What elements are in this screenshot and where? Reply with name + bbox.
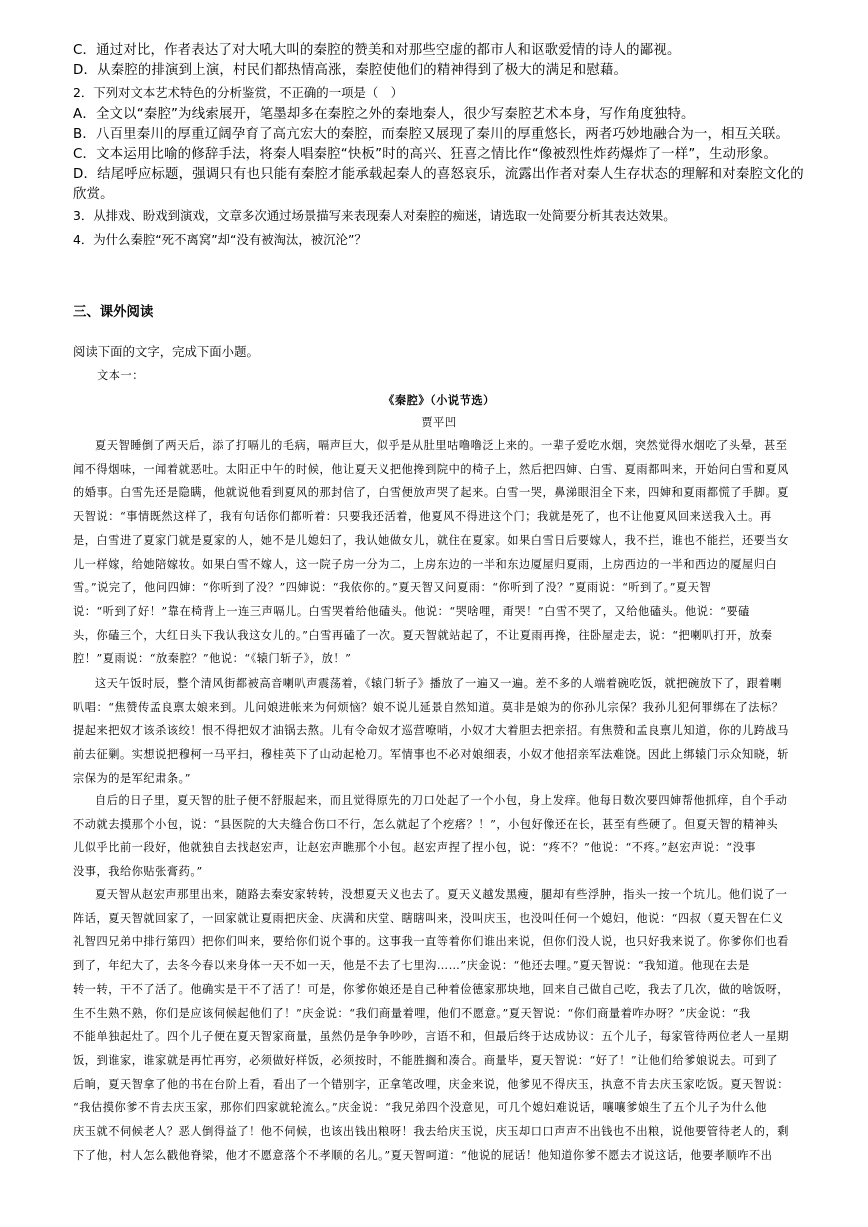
passage-line: “我估摸你爹不肯去庆玉家，那你们四家就轮流么。”庆金说：“我兄弟四个没意见，可几个媳妇难说话，嚷嚷爹娘生了五个儿子为什么他 <box>73 1101 767 1115</box>
passage-line: 不动就去摸那个小包，说：“县医院的大夫缝合伤口不行，怎么就起了个疙瘩？！”，小包好像还在长，甚至有些硬了。但夏天智的精神头 <box>73 817 779 831</box>
passage-line: 不能单独起灶了。四个儿子便在夏天智家商量，虽然仍是争争吵吵，言语不和，但最后终于达成协议：五个儿子，每家管待两位老人一星期 <box>73 1030 789 1044</box>
passage-line: 前去征剿。实想说把穆柯一马平扫，穆桂英下了山动起枪刀。军情事也不必对娘细表，小奴才他招亲军法难饶。因此上绑辕门示众知晓，斩 <box>73 748 789 762</box>
passage-line: 提起来把奴才该杀该绞！恨不得把奴才油锅去熬。儿有令命奴才巡营嘹哨，小奴才大着胆去把亲招。有焦赞和孟良禀儿知道，你的儿跨战马 <box>73 724 789 738</box>
passage-line: 是，白雪进了夏家门就是夏家的人，她不是儿媳妇了，我认她做女儿，就住在夏家。如果白雪日后要嫁人，我不拦，谁也不能拦，还要当女 <box>73 533 789 547</box>
question-4-stem: 4．为什么秦腔“死不离窝”却“没有被淘汰，被沉沦”？ <box>73 232 367 247</box>
question-3-stem: 3．从排戏、盼戏到演戏，文章多次通过场景描写来表现秦人对秦腔的痴迷，请选取一处简要分析其表达效果。 <box>73 208 676 223</box>
question-2-option-a: A．全文以“秦腔”为线索展开，笔墨却多在秦腔之外的秦地秦人，很少写秦腔艺术本身，写作角度独特。 <box>73 107 695 122</box>
passage-title: 《秦腔》（小说节选） <box>383 393 495 407</box>
passage-line: 到了，年纪大了，去冬今春以来身体一天不如一天，他是不去了七里沟……”庆金说：“他还去哩。”夏天智说：“我知道。他现在去是 <box>73 959 750 973</box>
question-1-option-c: C．通过对比，作者表达了对大吼大叫的秦腔的赞美和对那些空虚的都市人和讴歌爱情的诗人的鄙视。 <box>73 43 681 58</box>
passage-line: 头，你磕三个，大红日头下我认我这女儿的。”白雪再磕了一次。夏天智就站起了，不让夏雨再搀，往卧屋走去，说：“把喇叭打开，放秦 <box>73 628 773 642</box>
passage-line: 夏天智睡倒了两天后，添了打嗝儿的毛病，嗝声巨大，似乎是从肚里咕噜噜泛上来的。一辈子爱吃水烟，突然觉得水烟吃了头晕，甚至 <box>95 439 788 452</box>
passage-line: 天智说：“事情既然这样了，我有句话你们都听着：只要我还活着，他夏风不得进这个门；我就是死了，也不让他夏风回来送我入土。再 <box>73 510 772 524</box>
passage-line: 这天午饭时辰，整个清风街都被高音喇叭声震荡着，《辕门斩子》播放了一遍又一遍。差不多的人端着碗吃饭，就把碗放下了，跟着喇 <box>95 677 782 690</box>
passage-line: 后晌，夏天智拿了他的书在台阶上看，看出了一个错别字，正拿笔改哩，庆金来说，他爹见不得庆玉，执意不肯去庆玉家吃饭。夏天智说： <box>73 1077 789 1091</box>
passage-line: 夏天智从赵宏声那里出来，随路去秦安家转转，没想夏天义也去了。夏天义越发黑瘦，腿却有些浮肿，指头一按一个坑儿。他们说了一 <box>95 888 788 901</box>
passage-line: 下了他，村人怎么戳他脊梁，他才不愿意落个不孝顺的名儿。”夏天智呵道：“他说的屁话！他知道你爹不愿去才说这话，他要孝顺咋不出 <box>73 1148 773 1162</box>
passage-line: 阵话，夏天智就回家了，一回家就让夏雨把庆金、庆满和庆堂、瞎瞎叫来，没叫庆玉，也没叫任何一个媳妇，他说：“四叔（夏天智在仁义 <box>73 911 784 925</box>
passage-line: 雪。”说完了，他问四婶：“你听到了没？”四婶说：“我依你的。”夏天智又问夏雨：“你听到了没？”夏雨说：“听到了。”夏天智 <box>73 581 712 595</box>
passage-line: 说：“听到了好！”靠在椅背上一连三声嗝儿。白雪哭着给他磕头。他说：“哭啥哩，甭哭！”白雪不哭了，又给他磕头。他说：“要磕 <box>73 604 750 618</box>
passage-line: 自后的日子里，夏天智的肚子便不舒服起来，而且觉得原先的刀口处起了一个小包，身上发痒。他每日数次要四婶帮他抓痒，自个手动 <box>95 794 788 807</box>
section-heading: 三、课外阅读 <box>73 305 154 320</box>
section-instructions: 阅读下面的文字，完成下面小题。 <box>73 344 259 359</box>
passage-line: 转一转，干不了活了。他确实是干不了活了！可是，你爹你娘还是自己种着俭德家那块地，回来自己做自己吃，我去了几次，做的啥饭呀， <box>73 982 789 996</box>
passage-line: 饭，到谁家，谁家就是再忙再穷，必须做好样饭，必须按时，不能胜搁和凑合。商量毕，夏天智说：“好了！”让他们给爹娘说去。可到了 <box>73 1053 779 1067</box>
question-2-option-d-line1: D．结尾呼应标题，强调只有也只能有秦腔才能承载起秦人的喜怒哀乐，流露出作者对秦人生存状态的理解和对秦腔文化的 <box>73 167 804 182</box>
passage-line: 没事，我给你贴张膏药。” <box>73 865 203 879</box>
text-label: 文本一： <box>97 369 144 382</box>
passage-line: 的婚事。白雪先还是隐瞒，他就说他看到夏风的那封信了，白雪便放声哭了起来。白雪一哭，鼻涕眼泪全下来，四婶和夏雨都慌了手脚。夏 <box>73 486 789 500</box>
passage-line: 腔！”夏雨说：“放秦腔？”他说：“《辕门斩子》，放！” <box>73 652 352 666</box>
passage-line: 闻不得烟味，一闻着就恶吐。太阳正中午的时候，他让夏天义把他搀到院中的椅子上，然后把四婶、白雪、夏雨都叫来，开始问白雪和夏风 <box>73 462 789 476</box>
passage-line: 庆玉就不伺候老人？恶人倒得益了！他不伺候，也该出钱出粮呀！我去给庆玉说，庆玉却口口声声不出钱也不出粮，说他要管待老人的，剩 <box>73 1125 789 1138</box>
question-2-option-d-line2: 欣赏。 <box>73 187 114 202</box>
passage-line: 儿似乎比前一段好，他就独自去找赵宏声，让赵宏声瞧那个小包。赵宏声捏了捏小包，说：“疼不？”他说：“不疼。”赵宏声说：“没事 <box>73 841 757 855</box>
question-2-option-b: B．八百里秦川的厚重辽阔孕育了高亢宏大的秦腔，而秦腔又展现了秦川的厚重悠长，两者巧妙地融合为一，相互关联。 <box>73 127 790 142</box>
passage-author: 贾平凹 <box>421 416 457 429</box>
question-2-option-c: C．文本运用比喻的修辞手法，将秦人唱秦腔“快板”时的高兴、狂喜之情比作“像被烈性炸药爆炸了一样”，生动形象。 <box>73 147 778 162</box>
question-2-stem: 2．下列对文本艺术特色的分析鉴赏，不正确的一项是（ ） <box>73 85 404 100</box>
passage-line: 宗保为的是军纪肃条。” <box>73 771 192 785</box>
passage-line: 叭唱：“焦赞传孟良禀太娘来到。儿问娘进帐来为何烦恼？娘不说儿延景自然知道。莫非是娘为的你孙儿宗保？我孙儿犯何罪绑在了法标？ <box>73 700 784 714</box>
passage-line: 生不生熟不熟，你们是应该伺候起他们了！”庆金说：“我们商量着哩，他们不愿意。”夏天智说：“你们商量着咋办呀？”庆金说：“我 <box>73 1006 751 1020</box>
question-1-option-d: D．从秦腔的排演到上演，村民们都热情高涨，秦腔使他们的精神得到了极大的满足和慰藉。 <box>73 63 628 78</box>
passage-line: 儿一样嫁，给她陪嫁妆。如果白雪不嫁人，这一院子房一分为二，上房东边的一半和东边厦屋归夏雨，上房西边的一半和西边的厦屋归白 <box>73 557 778 571</box>
passage-line: 礼智四兄弟中排行第四）把你们叫来，要给你们说个事的。这事我一直等着你们谁出来说，但你们没人说，也只好我来说了。你爹你们也看 <box>73 935 789 949</box>
